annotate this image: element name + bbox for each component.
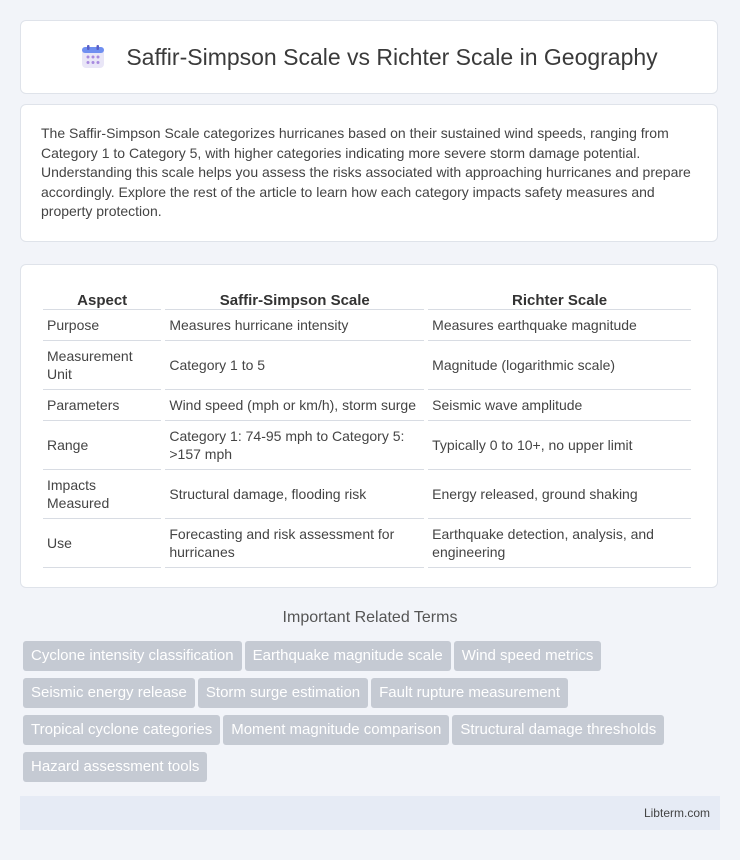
cell-saffir-simpson: Forecasting and risk assessment for hurricanes (165, 519, 424, 568)
cell-richter: Energy released, ground shaking (428, 470, 691, 519)
cell-richter: Typically 0 to 10+, no upper limit (428, 421, 691, 470)
calendar-icon (80, 44, 106, 70)
related-term-tag[interactable]: Structural damage thresholds (452, 715, 664, 745)
table-row (43, 519, 691, 568)
table-row (43, 470, 691, 519)
related-terms-list (23, 641, 723, 789)
cell-saffir-simpson: Wind speed (mph or km/h), storm surge (165, 390, 424, 421)
related-term-tag[interactable]: Moment magnitude comparison (223, 715, 449, 745)
cell-saffir-simpson: Category 1: 74-95 mph to Category 5: >157 mph (165, 421, 424, 470)
page-title: Saffir-Simpson Scale vs Richter Scale in Geography (126, 43, 658, 70)
related-term-tag[interactable]: Storm surge estimation (198, 678, 368, 708)
related-terms-heading: Important Related Terms (282, 609, 458, 626)
table-row (43, 390, 691, 421)
cell-aspect: Impacts Measured (43, 470, 161, 519)
cell-aspect: Range (43, 421, 161, 470)
intro-paragraph: The Saffir-Simpson Scale categorizes hurricanes based on their sustained wind speeds, ranging from Category 1 to Category 5, with higher categories indicating more severe storm damage potential. Understanding this scale helps you assess the risks associated with approaching hurricanes and prepare accordingly. Explore the rest of the article to learn how each category impacts safety measures and property protection. (41, 125, 691, 219)
related-term-tag[interactable]: Wind speed metrics (454, 641, 602, 671)
table-row (43, 421, 691, 470)
cell-aspect: Purpose (43, 310, 161, 341)
title-card (20, 20, 718, 94)
comparison-table-card (20, 264, 718, 588)
cell-saffir-simpson: Structural damage, flooding risk (165, 470, 424, 519)
related-term-tag[interactable]: Hazard assessment tools (23, 752, 207, 782)
related-term-tag[interactable]: Earthquake magnitude scale (245, 641, 451, 671)
header-aspect: Aspect (43, 285, 161, 310)
footer-site-link[interactable]: Libterm.com (643, 806, 710, 820)
header-richter: Richter Scale (428, 285, 691, 310)
comparison-table (39, 285, 695, 568)
cell-saffir-simpson: Category 1 to 5 (165, 341, 424, 390)
footer (20, 796, 720, 830)
intro-card (20, 104, 718, 242)
cell-aspect: Measurement Unit (43, 341, 161, 390)
cell-aspect: Parameters (43, 390, 161, 421)
cell-aspect: Use (43, 519, 161, 568)
table-header-row (43, 285, 691, 310)
related-term-tag[interactable]: Cyclone intensity classification (23, 641, 242, 671)
cell-saffir-simpson: Measures hurricane intensity (165, 310, 424, 341)
header-saffir-simpson: Saffir-Simpson Scale (165, 285, 424, 310)
related-term-tag[interactable]: Fault rupture measurement (371, 678, 568, 708)
cell-richter: Seismic wave amplitude (428, 390, 691, 421)
related-term-tag[interactable]: Tropical cyclone categories (23, 715, 220, 745)
table-row (43, 310, 691, 341)
cell-richter: Earthquake detection, analysis, and engineering (428, 519, 691, 568)
related-term-tag[interactable]: Seismic energy release (23, 678, 195, 708)
cell-richter: Magnitude (logarithmic scale) (428, 341, 691, 390)
cell-richter: Measures earthquake magnitude (428, 310, 691, 341)
table-row (43, 341, 691, 390)
